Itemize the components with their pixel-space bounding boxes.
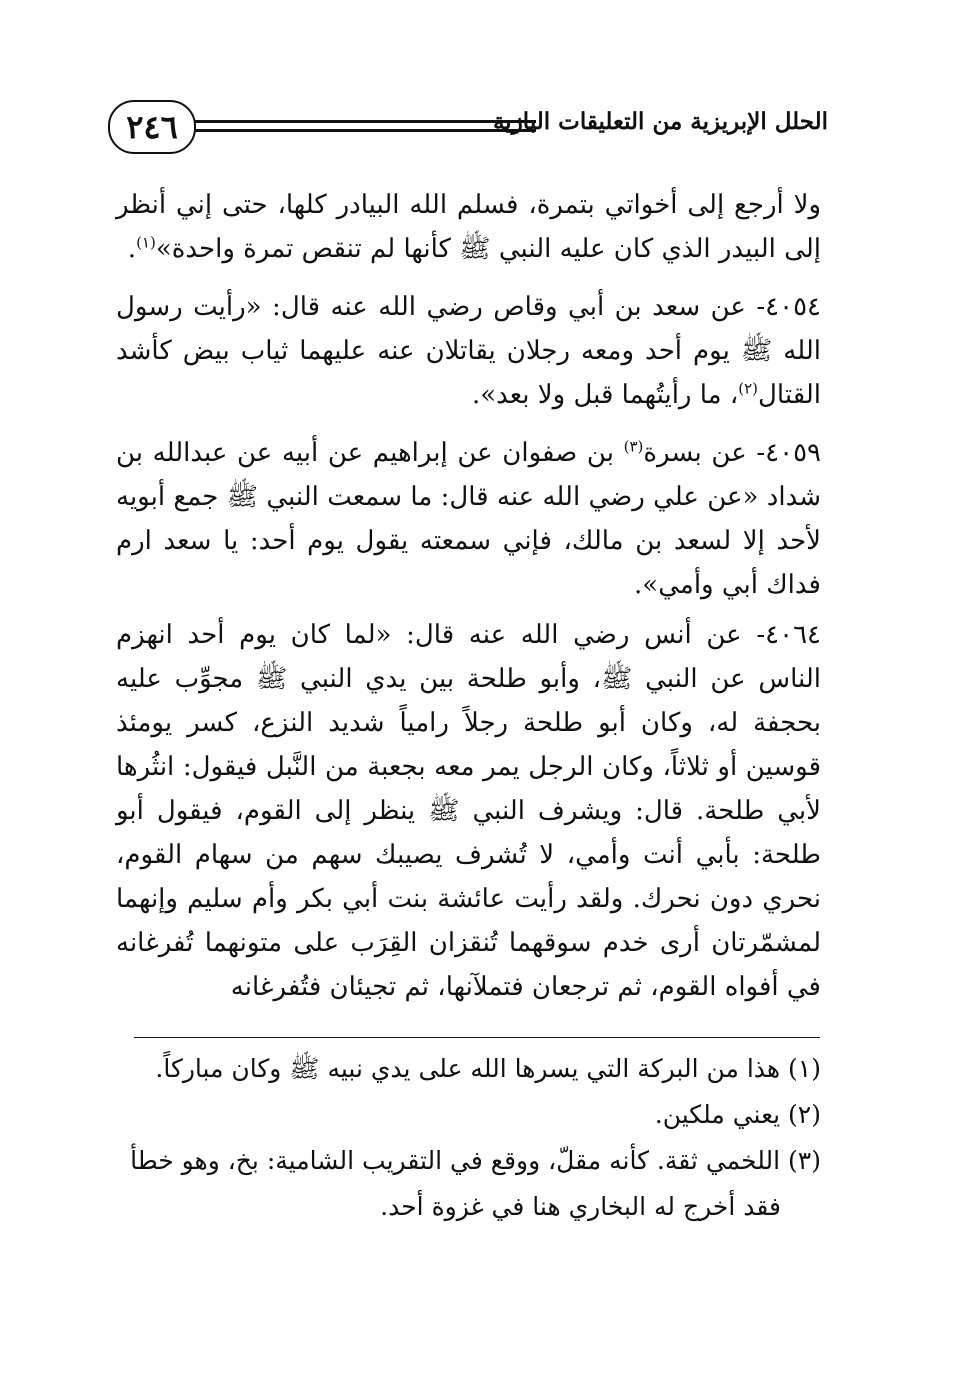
footnote-2: (٢) يعني ملكين. bbox=[654, 1100, 821, 1129]
footnote-ref-3: (٣) bbox=[623, 437, 644, 456]
hadith-4054: ٤٠٥٤- عن سعد بن أبي وقاص رضي الله عنه قال: «رأيت رسول الله ﷺ يوم أحد ومعه رجلان يقاتلان عنه عليهما ثياب بيض كأشد القتال$^{(٢)}$، ما رأيتُهما قبل ولا بعد». bbox=[116, 292, 821, 410]
hadith-4059: ٤٠٥٩- عن بسرة$^{(٣)}$ بن صفوان عن إبراهيم عن أبيه عن عبدالله بن شداد «عن علي رضي الله عنه قال: ما سمعت النبي ﷺ جمع أبويه لأحد إلا لسعد بن مالك، فإني سمعته يقول يوم أحد: يا سعد ارم فداك أبي وأمي». bbox=[116, 437, 821, 600]
footnotes bbox=[116, 1046, 821, 1230]
running-title: الحلل الإبريزية من التعليقات البازية bbox=[492, 108, 828, 135]
page-number: ٢٤٦ bbox=[108, 100, 196, 154]
footnote-3: (٣) اللخمي ثقة. كأنه مقلّ، ووقع في التقريب الشامية: بخ، وهو خطأ فقد أخرج له البخاري هنا في غزوة أحد. bbox=[130, 1146, 821, 1221]
footnote-separator bbox=[134, 1037, 820, 1038]
footnote-1: (١) هذا من البركة التي يسرها الله على يدي نبيه ﷺ وكان مباركاً. bbox=[155, 1054, 821, 1083]
main-text bbox=[116, 183, 821, 1009]
hadith-4064: ٤٠٦٤- عن أنس رضي الله عنه قال: «لما كان يوم أحد انهزم الناس عن النبي ﷺ، وأبو طلحة بين يدي النبي ﷺ مجوِّب عليه بحجفة له، وكان أبو طلحة رجلاً رامياً شديد النزع، كسر يومئذ قوسين أو ثلاثاً، وكان الرجل يمر معه بجعبة من النَّبل فيقول: انثُرها لأبي طلحة. قال: ويشرف النبي ﷺ ينظر إلى القوم، فيقول أبو طلحة: بأبي أنت وأمي، لا تُشرف يصيبك سهم من سهام القوم، نحري دون نحرك. ولقد رأيت عائشة بنت أبي بكر وأم سليم وإنهما لمشمّرتان أرى خدم سوقهما تُنقزان القِرَب على متونهما تُفرغانه في أفواه القوم، ثم ترجعان فتملآنها، ثم تجيئان فتُفرغانه bbox=[116, 620, 821, 1002]
header-double-rule bbox=[194, 120, 536, 132]
page-header bbox=[108, 100, 828, 156]
footnote-ref-2: (٢) bbox=[738, 379, 759, 398]
footnote-ref-1: (١) bbox=[136, 233, 156, 252]
paragraph-continuation: ولا أرجع إلى أخواتي بتمرة، فسلم الله البيادر كلها، حتى إني أنظر إلى البيدر الذي كان عليه النبي ﷺ كأنها لم تنقص تمرة واحدة»$^{(١)}$. bbox=[116, 190, 821, 264]
